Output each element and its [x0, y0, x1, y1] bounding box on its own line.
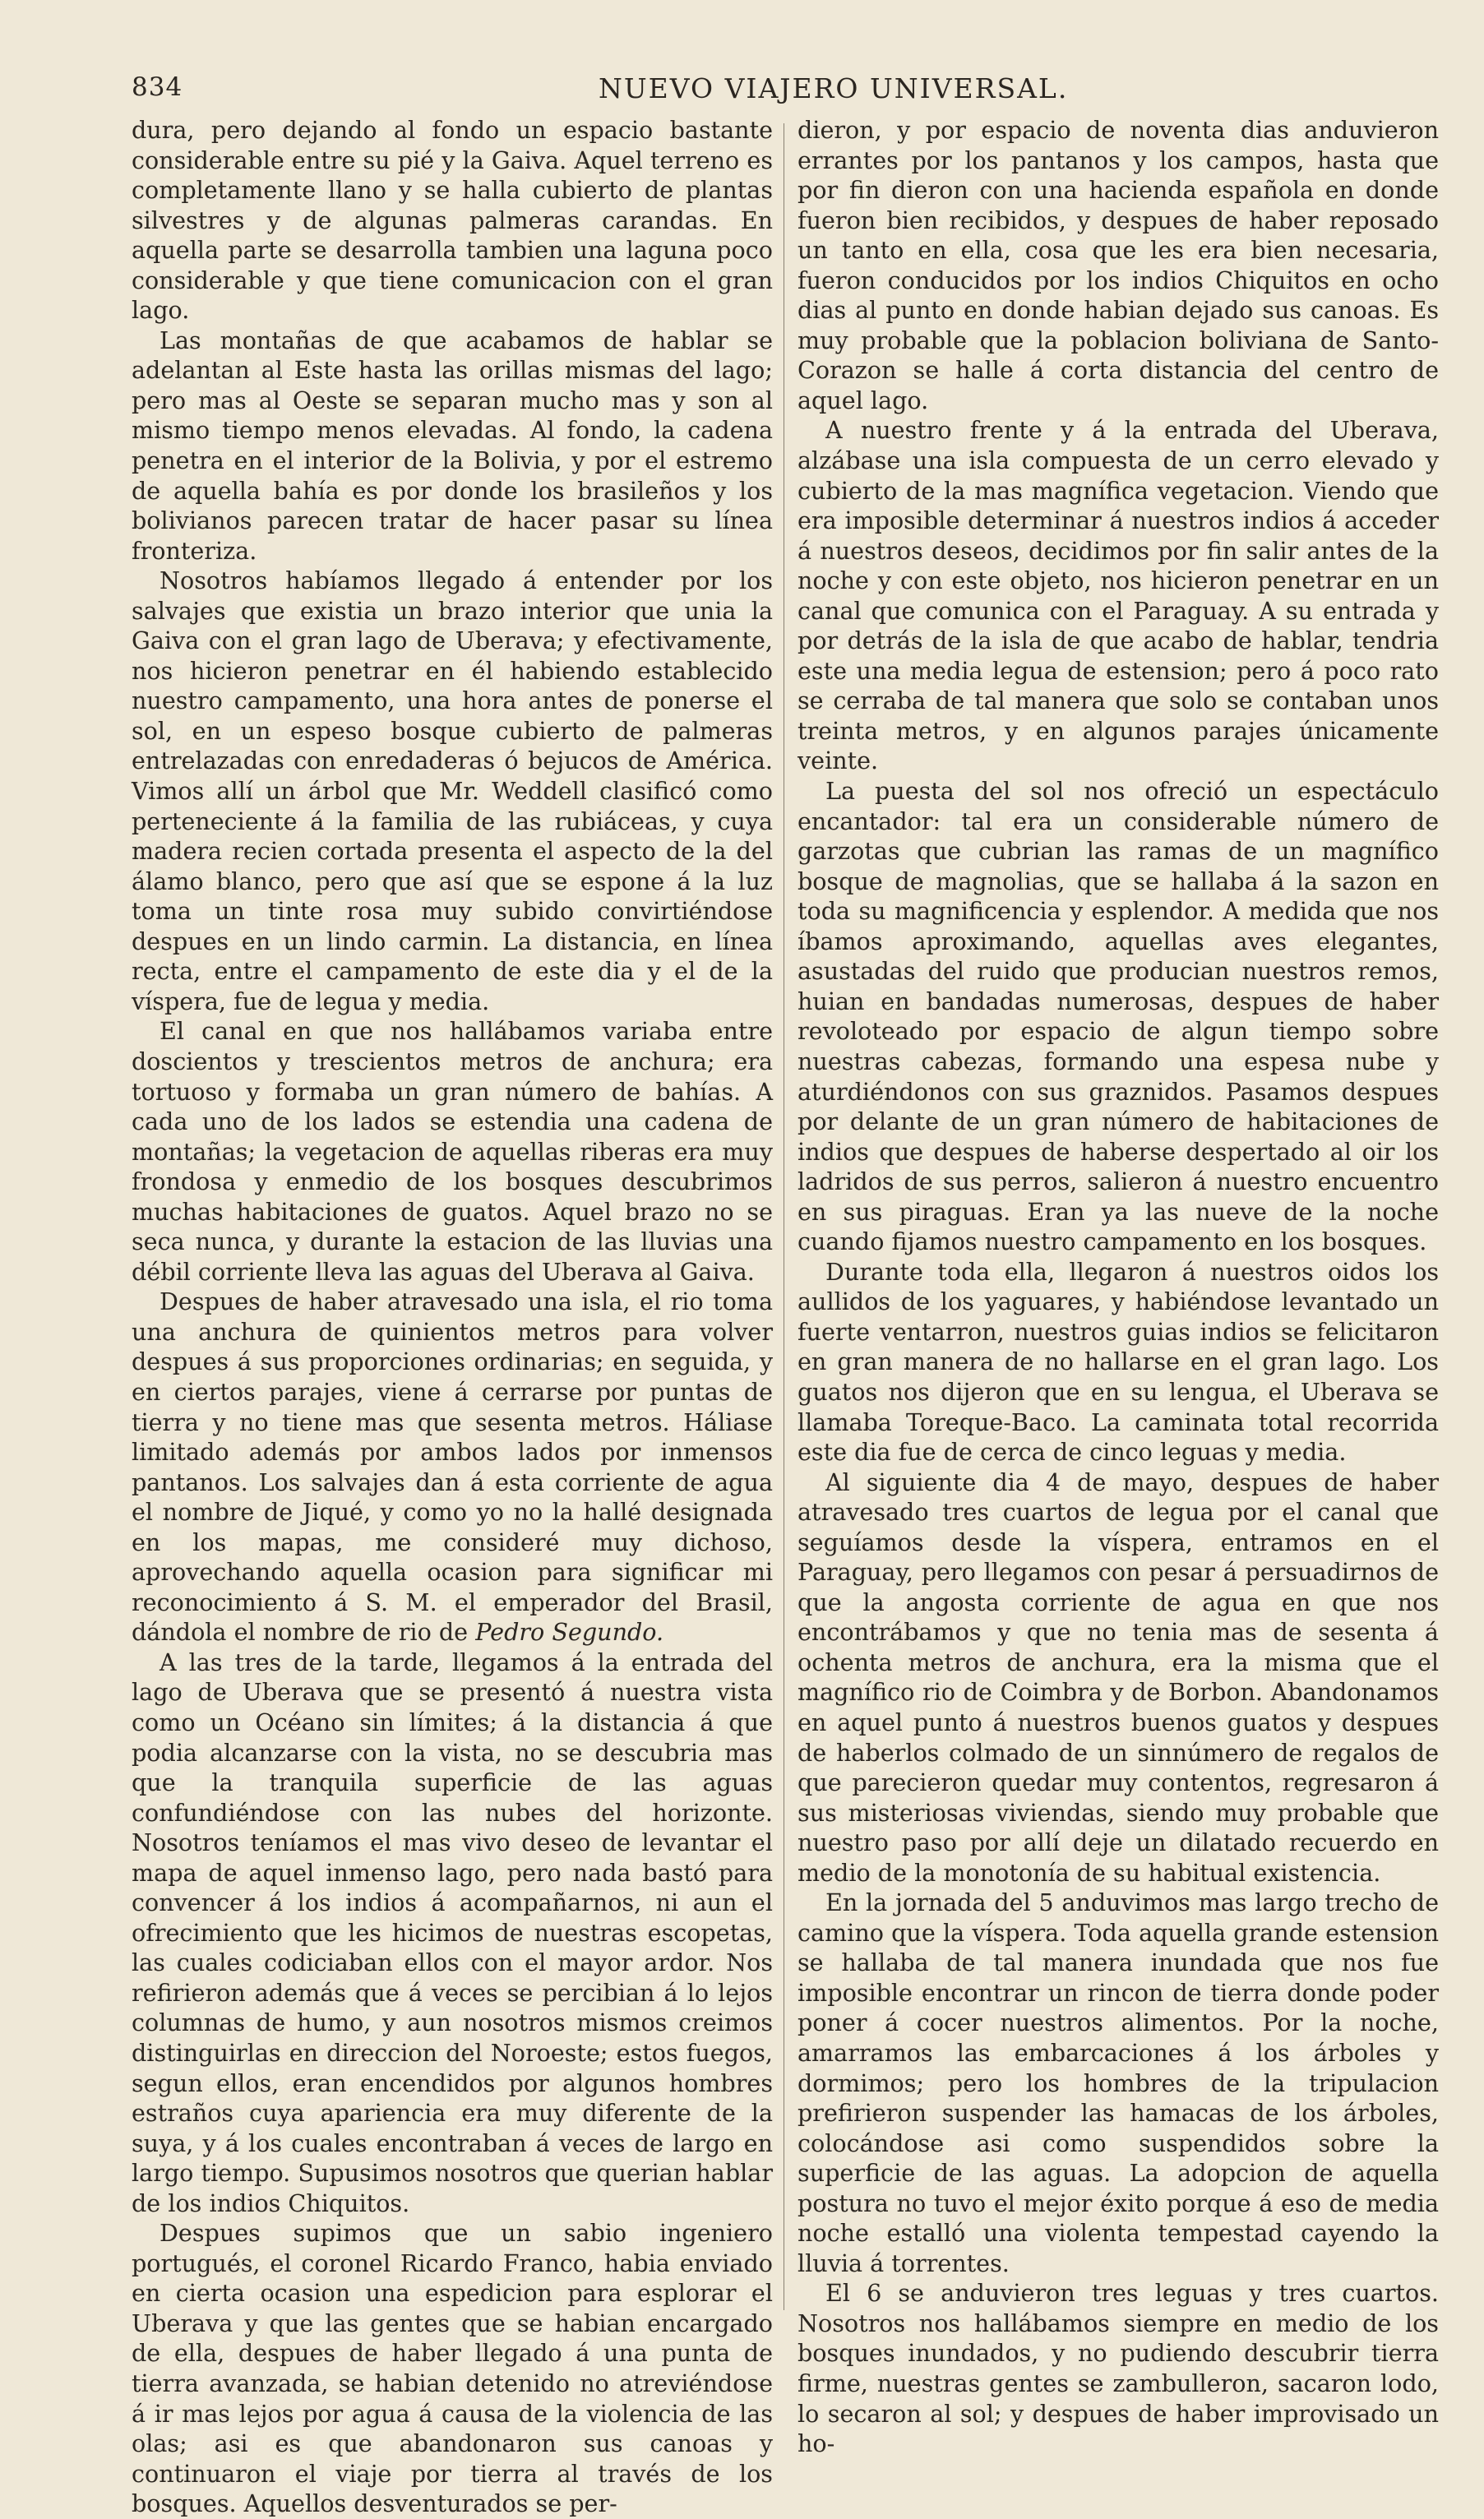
paragraph-text: Despues de haber atravesado una isla, el rio toma una anchura de quinientos metros para volver despues á sus proporciones ordinarias; en seguida, y en ciertos parajes, viene á cerrarse por puntas de tierra y no tiene mas que sesenta metros. Háliase limitado además por ambos lados por inmensos pantanos. Los salvajes dan á esta corriente de agua el nombre de Jiqué, y como yo no la hallé designada en los mapas, me consideré muy dichoso, aprovechando aquella ocasion para significar mi reconocimiento á S. M. el emperador del Brasil, dándola el nombre de rio de: [132, 1287, 773, 1647]
left-column: [132, 115, 773, 2519]
paragraph: El canal en que nos hallábamos variaba entre doscientos y trescientos metros de anchura; era tortuoso y formaba un gran número de bahías. A cada uno de los lados se estendia una cadena de montañas; la vegetacion de aquellas riberas era muy frondosa y enmedio de los bosques descubrimos muchas habitaciones de guatos. Aquel brazo no se seca nunca, y durante la estacion de las lluvias una débil corriente lleva las aguas del Uberava al Gaiva.: [132, 1017, 773, 1286]
right-column: [797, 115, 1439, 2459]
paragraph: [132, 1287, 773, 1648]
paragraph: Durante toda ella, llegaron á nuestros oidos los aullidos de los yaguares, y habiéndose levantado un fuerte ventarron, nuestros guias indios se felicitaron en gran manera de no hallarse en el gran lago. Los guatos nos dijeron que en su lengua, el Uberava se llamaba Toreque-Baco. La caminata total recorrida este dia fue de cerca de cinco leguas y media.: [797, 1257, 1439, 1467]
paragraph: Las montañas de que acabamos de hablar se adelantan al Este hasta las orillas mismas del lago; pero mas al Oeste se separan mucho mas y son al mismo tiempo menos elevadas. Al fondo, la cadena penetra en el interior de la Bolivia, y por el estremo de aquella bahía es por donde los brasileños y los bolivianos parecen tratar de hacer pasar su línea fronteriza.: [132, 326, 773, 565]
paragraph: dura, pero dejando al fondo un espacio bastante considerable entre su pié y la Gaiva. Aquel terreno es completamente llano y se halla cubierto de plantas silvestres y de algunas palmeras carandas. En aquella parte se desarrolla tambien una laguna poco considerable y que tiene comunicacion con el gran lago.: [132, 116, 773, 325]
river-name-italic: Pedro Segundo.: [475, 1618, 664, 1647]
running-title: NUEVO VIAJERO UNIVERSAL.: [599, 72, 1069, 104]
paragraph: A nuestro frente y á la entrada del Uberava, alzábase una isla compuesta de un cerro elevado y cubierto de la mas magnífica vegetacion. Viendo que era imposible determinar á nuestros indios á acceder á nuestros deseos, decidimos por fin salir antes de la noche y con este objeto, nos hicieron penetrar en un canal que comunica con el Paraguay. A su entrada y por detrás de la isla de que acabo de hablar, tendria este una media legua de estension; pero á poco rato se cerraba de tal manera que solo se contaban unos treinta metros, y en algunos parajes únicamente veinte.: [797, 416, 1439, 775]
paragraph: dieron, y por espacio de noventa dias anduvieron errantes por los pantanos y los campos, hasta que por fin dieron con una hacienda española en donde fueron bien recibidos, y despues de haber reposado un tanto en ella, cosa que les era bien necesaria, fueron conducidos por los indios Chiquitos en ocho dias al punto en donde habian dejado sus canoas. Es muy probable que la poblacion boliviana de Santo-Corazon se halle á corta distancia del centro de aquel lago.: [797, 116, 1439, 414]
paragraph: Despues supimos que un sabio ingeniero portugués, el coronel Ricardo Franco, habia enviado en cierta ocasion una espedicion para esplorar el Uberava y que las gentes que se habian encargado de ella, despues de haber llegado á una punta de tierra avanzada, se habian detenido no atreviéndose á ir mas lejos por agua á causa de la violencia de las olas; asi es que abandonaron sus canoas y continuaron el viaje por tierra al través de los bosques. Aquellos desventurados se per-: [132, 2219, 773, 2518]
paragraph: En la jornada del 5 anduvimos mas largo trecho de camino que la víspera. Toda aquella grande estension se hallaba de tal manera inundada que nos fue imposible encontrar un rincon de tierra donde poder poner á cocer nuestros alimentos. Por la noche, amarramos las embarcaciones á los árboles y dormimos; pero los hombres de la tripulacion prefirieron suspender las hamacas de los árboles, colocándose asi como suspendidos sobre la superficie de las aguas. La adopcion de aquella postura no tuvo el mejor éxito porque á eso de media noche estalló una violenta tempestad cayendo la lluvia á torrentes.: [797, 1888, 1439, 2277]
paragraph: A las tres de la tarde, llegamos á la entrada del lago de Uberava que se presentó á nuestra vista como un Océano sin límites; á la distancia á que podia alcanzarse con la vista, no se descubria mas que la tranquila superficie de las aguas confundiéndose con las nubes del horizonte. Nosotros teníamos el mas vivo deseo de levantar el mapa de aquel inmenso lago, pero nada bastó para convencer á los indios á acompañarnos, ni aun el ofrecimiento que les hicimos de nuestras escopetas, las cuales codiciaban ellos con el mayor ardor. Nos refirieron además que á veces se percibian á lo lejos columnas de humo, y aun nosotros mismos creimos distinguirlas en direccion del Noroeste; estos fuegos, segun ellos, eran encendidos por algunos hombres estraños cuya apariencia era muy diferente de la suya, y á los cuales encontraban á veces de largo en largo tiempo. Supusimos nosotros que querian hablar de los indios Chiquitos.: [132, 1648, 773, 2217]
paragraph: El 6 se anduvieron tres leguas y tres cuartos. Nosotros nos hallábamos siempre en medio de los bosques inundados, y no pudiendo descubrir tierra firme, nuestras gentes se zambulleron, sacaron lodo, lo secaron al sol; y despues de haber improvisado un ho-: [797, 2279, 1439, 2458]
paragraph: Al siguiente dia 4 de mayo, despues de haber atravesado tres cuartos de legua por el canal que seguíamos desde la víspera, entramos en el Paraguay, pero llegamos con pesar á persuadirnos de que la angosta corriente de agua en que nos encontrábamos y que no tenia mas de sesenta á ochenta metros de anchura, era la misma que el magnífico rio de Coimbra y de Borbon. Abandonamos en aquel punto á nuestros buenos guatos y despues de haberlos colmado de un sinnúmero de regalos de que parecieron quedar muy contentos, regresaron á sus misteriosas viviendas, siendo muy probable que nuestro paso por allí deje un dilatado recuerdo en medio de la monotonía de su habitual existencia.: [797, 1467, 1439, 1887]
page-number: 834: [132, 72, 183, 102]
paragraph: Nosotros habíamos llegado á entender por los salvajes que existia un brazo interior que unia la Gaiva con el gran lago de Uberava; y efectivamente, nos hicieron penetrar en él habiendo establecido nuestro campamento, una hora antes de ponerse el sol, en un espeso bosque cubierto de palmeras entrelazadas con enredaderas ó bejucos de América. Vimos allí un árbol que Mr. Weddell clasificó como perteneciente á la familia de las rubiáceas, y cuya madera recien cortada presenta el aspecto de la del álamo blanco, pero que así que se espone á la luz toma un tinte rosa muy subido convirtiéndose despues en un lindo carmin. La distancia, en línea recta, entre el campamento de este dia y el de la víspera, fue de legua y media.: [132, 566, 773, 1015]
running-head: [132, 72, 1447, 113]
paragraph: La puesta del sol nos ofreció un espectáculo encantador: tal era un considerable número de garzotas que cubrian las ramas de un magnífico bosque de magnolias, que se hallaba á la sazon en toda su magnificencia y esplendor. A medida que nos íbamos aproximando, aquellas aves elegantes, asustadas del ruido que producian nuestros remos, huian en bandadas numerosas, despues de haber revoloteado por espacio de algun tiempo sobre nuestras cabezas, formando una espesa nube y aturdiéndonos con sus graznidos. Pasamos despues por delante de un gran número de habitaciones de indios que despues de haberse despertado al oir los ladridos de sus perros, salieron á nuestro encuentro en sus piraguas. Eran ya las nueve de la noche cuando fijamos nuestro campamento en los bosques.: [797, 777, 1439, 1256]
